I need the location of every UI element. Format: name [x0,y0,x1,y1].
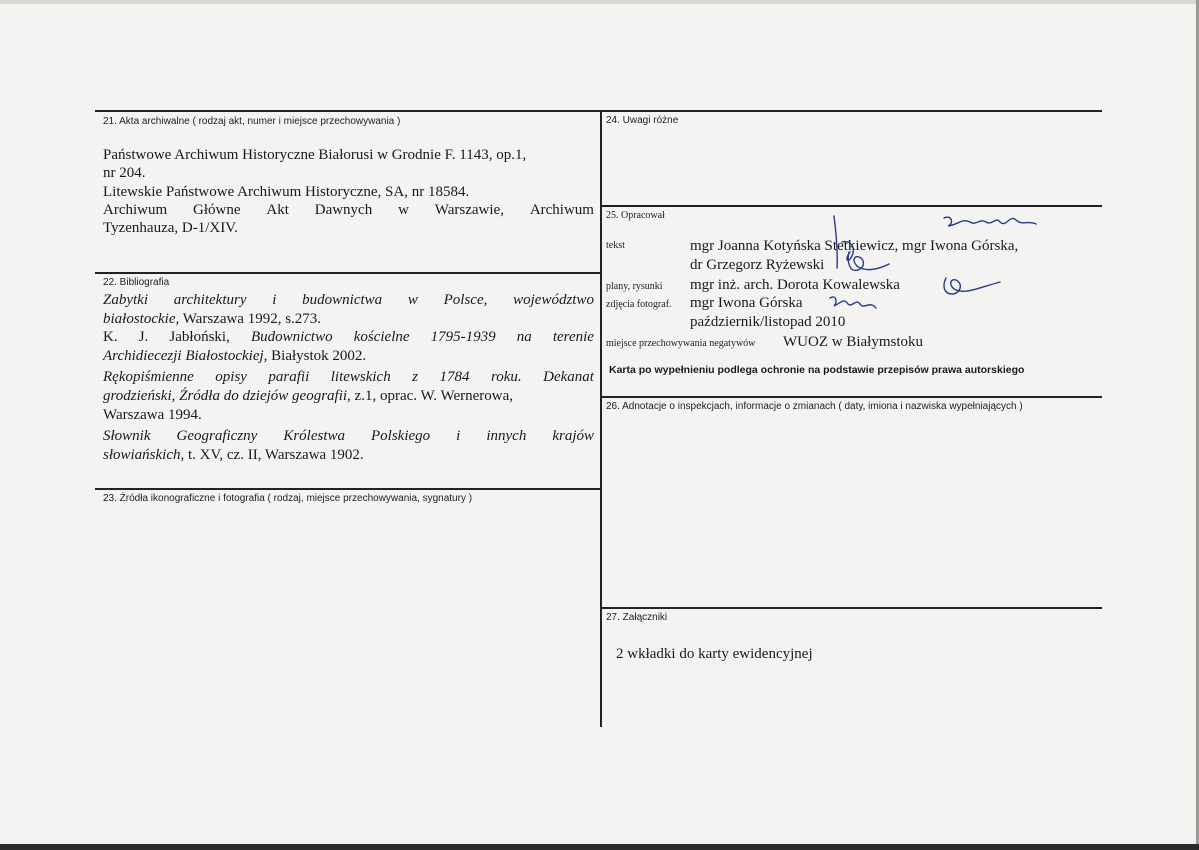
bib-entry-1-line-2 [103,310,321,328]
italic-title: słowiańskich, [103,447,185,463]
archive-line-2: nr 204. [103,165,146,181]
word: w [407,292,418,308]
word: z [412,369,419,385]
word: kościelne [353,329,410,345]
word: litewskich [330,369,391,385]
signature-gorska-1-icon [940,210,1040,236]
word: Jabłoński, [169,329,230,345]
italic-title: białostockie, [103,311,180,327]
tekst-label: tekst [606,240,625,251]
bib-entry-3-line-3: Warszawa 1994. [103,407,202,423]
word: terenie [552,329,594,345]
word: Dawnych [314,202,373,218]
archive-line-5: Tyzenhauza, D-1/XIV. [103,220,238,236]
word: architektury [173,292,247,308]
archive-line-4 [103,201,594,219]
section-21-header: 21. Akta archiwalne ( rodzaj akt, numer i miejsce przechowywania ) [103,116,401,127]
word: J. [138,329,149,345]
word: Archiwum [103,202,168,218]
word: województwo [513,292,594,308]
word: Warszawie, [434,202,504,218]
bib-entry-3-line-1 [103,368,594,386]
word: parafii [268,369,310,385]
top-rule [95,110,1102,112]
paper-edge-bottom [0,844,1199,850]
plain-text: t. XV, cz. II, Warszawa 1902. [184,447,364,463]
negatives-location: WUOZ w Białymstoku [783,334,923,350]
word: i [456,428,461,444]
word: Budownictwo [250,329,333,345]
plany-author: mgr inż. arch. Dorota Kowalewska [690,277,900,293]
prepared-date: październik/listopad 2010 [690,314,846,330]
word: Polsce, [443,292,488,308]
zdjecia-label: zdjęcia fotograf. [606,299,672,310]
word: roku. [490,369,522,385]
word: Słownik [103,428,151,444]
italic-title: grodzieński, Źródła do dziejów geografii, [103,388,351,404]
signature-gorska-2-icon [826,292,878,314]
negatives-label: miejsce przechowywania negatywów [606,338,756,349]
word: innych [486,428,527,444]
paper-edge-top [0,0,1199,4]
section-23-header: 23. Źródła ikonograficzne i fotografia ( rodzaj, miejsce przechowywania, sygnatury ) [103,493,473,504]
italic-title: Archidiecezji Białostockiej, [103,348,268,364]
copyright-note: Karta po wypełnieniu podlega ochronie na podstawie przepisów prawa autorskiego [609,364,1025,376]
bib-entry-1-line-1 [103,291,594,309]
word: 1795-1939 [430,329,496,345]
center-divider [600,110,602,727]
plain-text: z.1, oprac. W. Wernerowa, [350,388,514,404]
bib-entry-4-line-2 [103,446,364,464]
bib-entry-4-line-1 [103,427,594,445]
rule-22-23 [95,488,600,490]
signature-kowalewska-icon [938,272,1004,300]
zdjecia-author: mgr Iwona Górska [690,295,803,311]
word: Archiwum [529,202,594,218]
section-26-header: 26. Adnotacje o inspekcjach, informacje o zmianach ( daty, imiona i nazwiska wypełniających ) [606,401,1023,412]
word: w [398,202,409,218]
archive-line-1: Państwowe Archiwum Historyczne Białorusi w Grodnie F. 1143, op.1, [103,147,527,163]
rule-21-22 [95,272,600,274]
tekst-authors-line-2: dr Grzegorz Ryżewski [690,257,825,273]
word: na [516,329,532,345]
bib-entry-2-line-2 [103,347,366,365]
plain-text: Białystok 2002. [267,348,367,364]
bib-entry-3-line-2 [103,387,513,405]
section-25-header: 25. Opracował [606,210,665,221]
section-22-header: 22. Bibliografia [103,277,170,288]
rule-26-27 [600,607,1102,609]
word: 1784 [439,369,470,385]
plain-text: Warszawa 1992, s.273. [179,311,322,327]
bib-entry-2-line-1 [103,328,594,346]
word: budownictwa [302,292,383,308]
archive-line-3: Litewskie Państwowe Archiwum Historyczne, SA, nr 18584. [103,184,470,200]
attachments-value: 2 wkładki do karty ewidencyjnej [616,646,813,662]
word: Geograficzny [176,428,258,444]
word: Królestwa [283,428,346,444]
word: Zabytki [103,292,148,308]
tekst-authors-line-1: mgr Joanna Kotyńska Stetkiewicz, mgr Iwona Górska, [690,238,1019,254]
word: Główne [193,202,241,218]
word: Dekanat [543,369,594,385]
section-27-header: 27. Załączniki [606,612,668,623]
rule-24-25 [600,205,1102,207]
word: Akt [266,202,289,218]
word: opisy [215,369,247,385]
word: Rękopiśmienne [103,369,194,385]
plany-label: plany, rysunki [606,281,663,292]
word: K. [103,329,118,345]
rule-25-26 [600,396,1102,398]
word: Polskiego [371,428,431,444]
word: krajów [552,428,594,444]
section-24-header: 24. Uwagi różne [606,115,679,126]
word: i [272,292,277,308]
signature-ryzewski-icon [843,250,893,274]
